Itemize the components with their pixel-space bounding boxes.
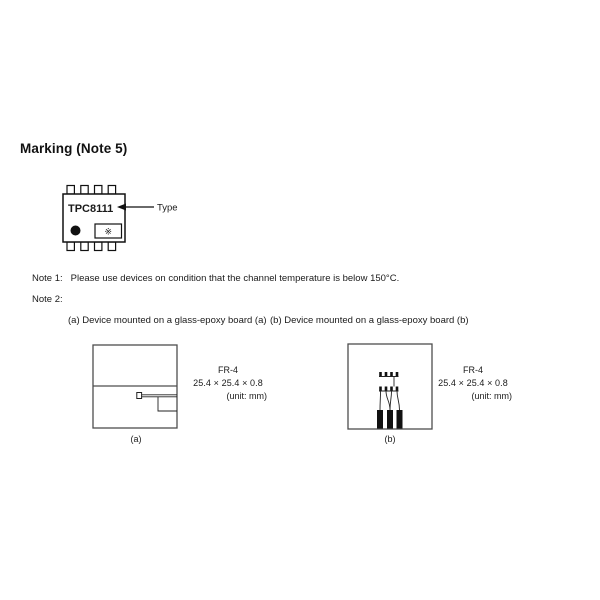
- chip-pin-icon: [108, 186, 115, 195]
- chip-pin-icon: [108, 242, 115, 251]
- type-label: Type: [157, 202, 178, 214]
- device-b-copper-bars: [377, 410, 403, 429]
- mount-caption-a: (a) Device mounted on a glass-epoxy board (a): [68, 315, 267, 326]
- chip-package-figure: [55, 182, 195, 258]
- chip-pin-icon: [95, 242, 102, 251]
- board-b-labels: [434, 364, 512, 404]
- part-number-text: TPC8111: [68, 203, 114, 215]
- board-a-figure: [92, 343, 180, 431]
- board-a-labels: [189, 364, 267, 404]
- board-a-dimensions: 25.4 × 25.4 × 0.8: [193, 378, 263, 389]
- board-b-figure: [346, 343, 434, 431]
- page-title: Marking (Note 5): [20, 141, 128, 156]
- board-b-dimensions: 25.4 × 25.4 × 0.8: [438, 378, 508, 389]
- board-a-caption: (a): [130, 434, 142, 444]
- chip-pin-icon: [81, 186, 88, 195]
- note1-row: [32, 273, 399, 285]
- board-a-material: FR-4: [218, 365, 238, 375]
- board-b-material: FR-4: [463, 365, 483, 375]
- board-b-unit: (unit: mm): [471, 391, 512, 402]
- lot-mark-symbol: ※: [104, 226, 113, 237]
- chip-bottom-pins: [67, 242, 116, 251]
- note2-label: Note 2:: [32, 294, 63, 305]
- board-a-unit: (unit: mm): [226, 391, 267, 402]
- chip-pin-icon: [81, 242, 88, 251]
- note1-text: Please use devices on condition that the channel temperature is below 150°C.: [70, 273, 400, 284]
- pin1-marker-dot: [71, 226, 81, 236]
- chip-pin-icon: [67, 242, 74, 251]
- chip-pin-icon: [95, 186, 102, 195]
- mount-caption-b: (b) Device mounted on a glass-epoxy board (b): [270, 315, 469, 326]
- chip-top-pins: [67, 186, 116, 195]
- device-a: [137, 393, 142, 399]
- board-b-caption: (b): [384, 434, 396, 444]
- note1-label: Note 1:: [32, 273, 63, 284]
- chip-pin-icon: [67, 186, 74, 195]
